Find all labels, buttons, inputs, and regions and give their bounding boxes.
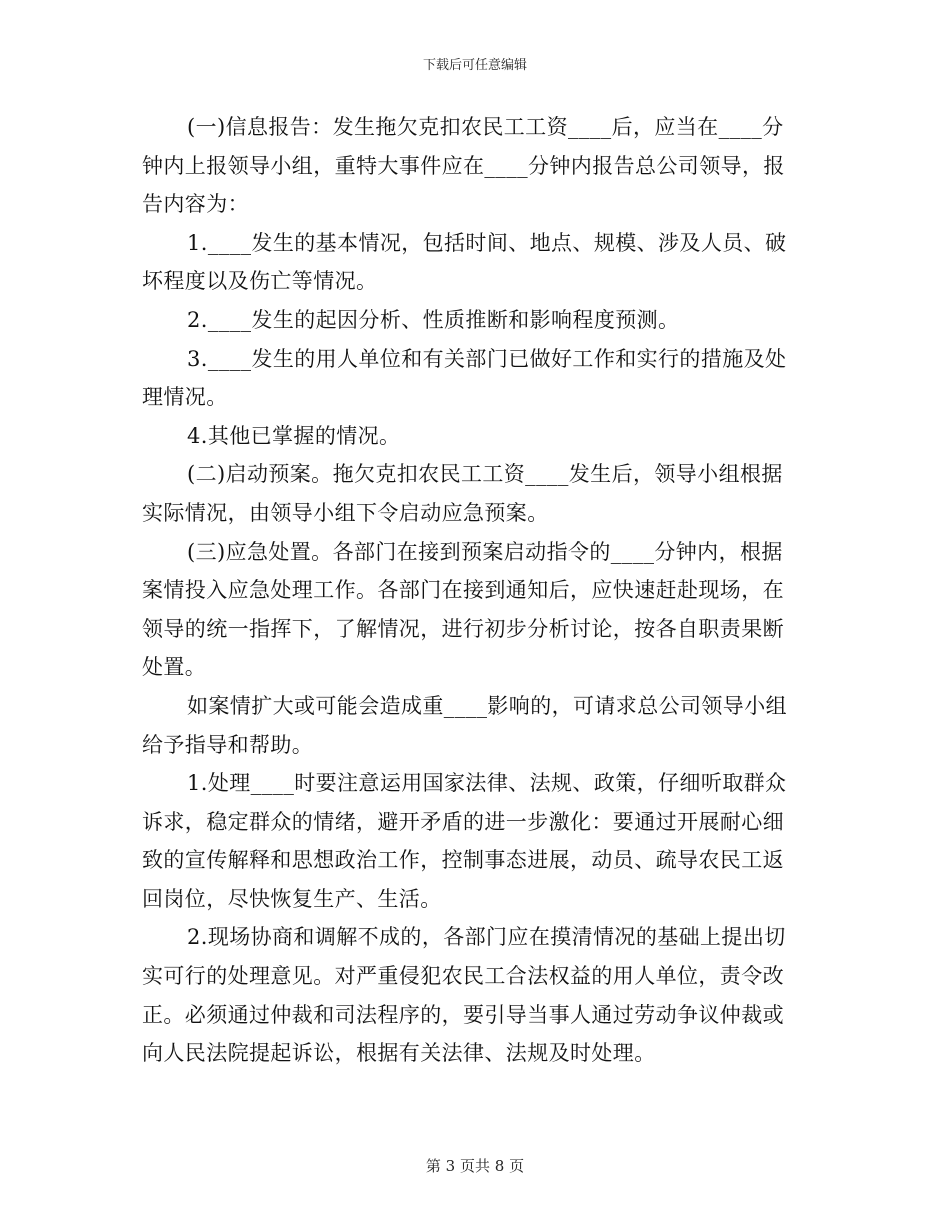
body-line: 如案情扩大或可能会造成重____影响的，可请求总公司领导小组: [187, 693, 787, 718]
body-line: 实际情况，由领导小组下令启动应急预案。: [142, 500, 549, 525]
body-line: 2.现场协商和调解不成的，各部门应在摸清情况的基础上提出切: [187, 925, 786, 950]
page-footer: 第 3 页共 8 页: [425, 1157, 525, 1175]
body-line: 1.处理____时要注意运用国家法律、法规、政策，仔细听取群众: [187, 771, 787, 796]
body-line: 理情况。: [142, 385, 228, 410]
body-line: (一)信息报告：发生拖欠克扣农民工工资____后，应当在____分: [187, 115, 784, 139]
body-line: (二)启动预案。拖欠克扣农民工工资____发生后，领导小组根据: [187, 462, 783, 487]
body-line: 实可行的处理意见。对严重侵犯农民工合法权益的用人单位，责令改: [142, 964, 784, 989]
body-line: 3.____发生的用人单位和有关部门已做好工作和实行的措施及处: [187, 346, 787, 371]
body-line: 钟内上报领导小组，重特大事件应在____分钟内报告总公司领导，报: [142, 153, 785, 178]
body-line: (三)应急处置。各部门在接到预案启动指令的____分钟内，根据: [187, 539, 783, 564]
page-header: 下载后可任意编辑: [422, 58, 527, 73]
body-line: 案情投入应急处理工作。各部门在接到通知后，应快速赶赴现场，在: [142, 578, 784, 603]
body-line: 1.____发生的基本情况，包括时间、地点、规模、涉及人员、破: [187, 230, 787, 255]
body-line: 处置。: [142, 655, 207, 680]
body-line: 向人民法院提起诉讼，根据有关法律、法规及时处理。: [142, 1041, 656, 1066]
body-line: 回岗位，尽快恢复生产、生活。: [142, 886, 442, 911]
body-line: 领导的统一指挥下，了解情况，进行初步分析讨论，按各自职责果断: [142, 616, 784, 641]
body-line: 给予指导和帮助。: [142, 732, 314, 757]
body-line: 告内容为：: [142, 192, 249, 217]
body-line: 2.____发生的起因分析、性质推断和影响程度预测。: [187, 307, 680, 332]
body-line: 正。必须通过仲裁和司法程序的，要引导当事人通过劳动争议仲裁或: [142, 1002, 784, 1027]
document-body: [142, 108, 812, 1073]
body-line: 诉求，稳定群众的情绪，避开矛盾的进一步激化：要通过开展耐心细: [142, 809, 784, 834]
body-line: 4.其他已掌握的情况。: [187, 423, 401, 448]
body-line: 坏程度以及伤亡等情况。: [142, 269, 378, 294]
body-line: 致的宣传解释和思想政治工作，控制事态进展，动员、疏导农民工返: [142, 848, 784, 873]
